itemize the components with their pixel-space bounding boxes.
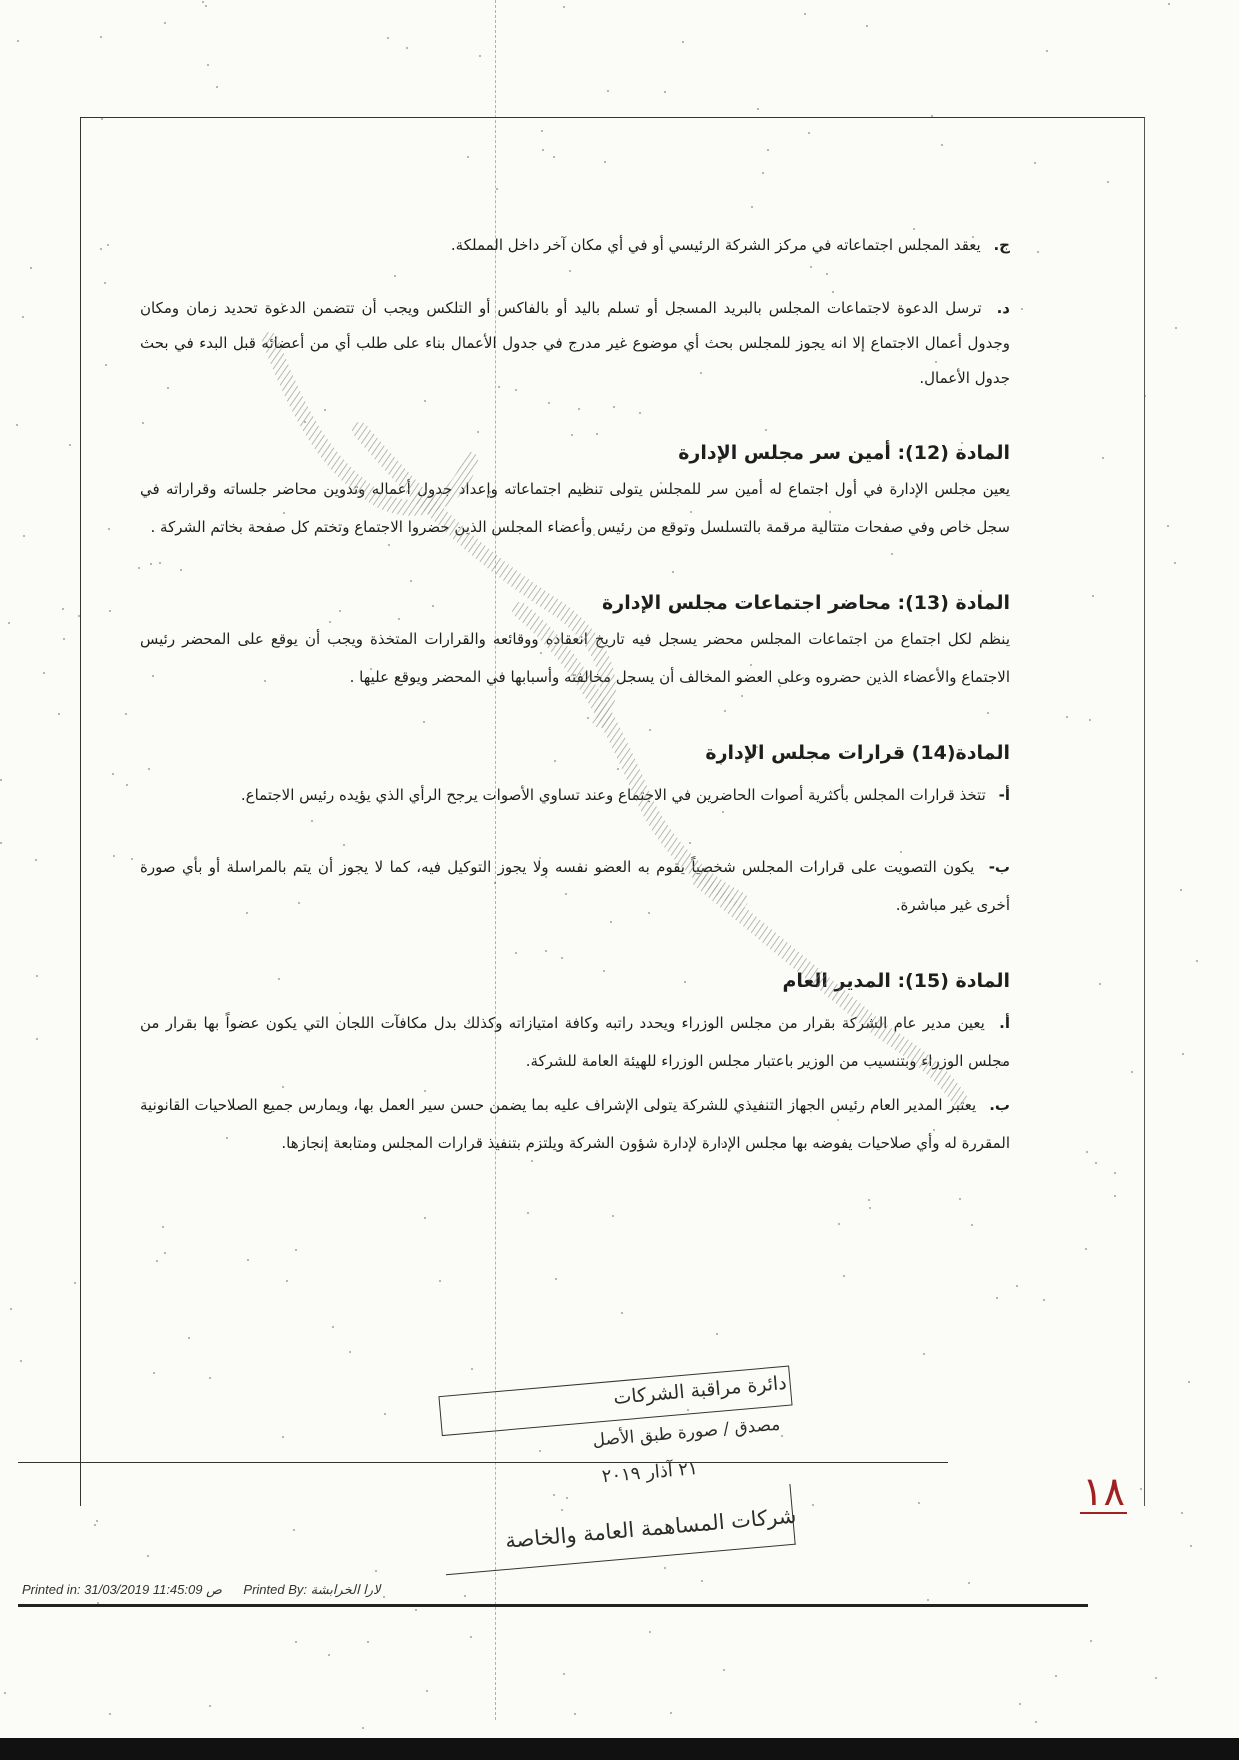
scan-speck bbox=[563, 1673, 565, 1675]
article-14-item-a bbox=[140, 776, 1010, 814]
scan-speck bbox=[295, 1641, 297, 1643]
page-number: ١٨ bbox=[1082, 1469, 1125, 1515]
scan-speck bbox=[4, 1692, 6, 1694]
article-13-heading: المادة (13): محاضر اجتماعات مجلس الإدارة bbox=[602, 592, 1010, 614]
article-13-body: ينظم لكل اجتماع من اجتماعات المجلس محضر يسجل فيه تاريخ انعقاده ووقائعه والقرارات المتخذة ويجب أن يوقع على المحضر رئيس الاجتماع والأعضاء الذين حضروه وعلى العضو المخالف أن يسجل مخالفته وأسبابها في المحضر ويوقع عليها . bbox=[140, 630, 1010, 686]
scan-speck bbox=[563, 6, 565, 8]
item-text: يعتبر المدير العام رئيس الجهاز التنفيذي للشركة يتولى الإشراف عليه بما يضمن حسن سير العمل بها، ويمارس جميع الصلاحيات القانونية المقررة له وأي صلاحيات يفوضه بها مجلس الإدارة لإدارة شؤون الشركة ويلتزم بتنفيذ قرارات المجلس ومتابعة إنجازها. bbox=[140, 1096, 1010, 1152]
certification-stamp bbox=[430, 1364, 825, 1586]
scan-speck bbox=[8, 622, 10, 624]
scan-speck bbox=[69, 444, 71, 446]
scan-speck bbox=[202, 1, 204, 3]
scan-speck bbox=[10, 1308, 12, 1310]
article-14-item-b bbox=[140, 848, 1010, 924]
stamp-date: ٢١ آذار ٢٠١٩ bbox=[600, 1457, 699, 1488]
scan-speck bbox=[74, 1282, 76, 1284]
scan-speck bbox=[0, 779, 2, 781]
article-15-item-a bbox=[140, 1004, 1010, 1080]
scan-speck bbox=[1182, 1053, 1184, 1055]
printed-by: Printed By: لارا الخرابشة bbox=[243, 1582, 381, 1597]
item-mark: ب. bbox=[989, 1096, 1010, 1114]
scan-speck bbox=[36, 1038, 38, 1040]
stamp-line-3: شركات المساهمة العامة والخاصة bbox=[504, 1503, 798, 1553]
stamp-line-2: مصدق / صورة طبق الأصل bbox=[591, 1414, 782, 1451]
scan-speck bbox=[30, 267, 32, 269]
document-body bbox=[140, 228, 1010, 1162]
article-14-heading: المادة(14) قرارات مجلس الإدارة bbox=[705, 742, 1010, 764]
scan-speck bbox=[367, 1641, 369, 1643]
scan-speck bbox=[293, 1529, 295, 1531]
scan-speck bbox=[36, 975, 38, 977]
scan-speck bbox=[649, 1631, 651, 1633]
scan-speck bbox=[927, 1599, 929, 1601]
scan-speck bbox=[464, 1595, 466, 1597]
scan-speck bbox=[100, 36, 102, 38]
scan-speck bbox=[1174, 562, 1176, 564]
scan-speck bbox=[207, 64, 209, 66]
scan-speck bbox=[58, 713, 60, 715]
scan-speck bbox=[1196, 960, 1198, 962]
item-mark: أ- bbox=[998, 786, 1010, 804]
item-text: يكون التصويت على قرارات المجلس شخصياً يقوم به العضو نفسه ولا يجوز التوكيل فيه، كما لا يجوز أن يتم بالمراسلة أو بأي صورة أخرى غير مباشرة. bbox=[140, 858, 1010, 914]
scan-speck bbox=[1019, 1703, 1021, 1705]
item-mark: ب- bbox=[988, 858, 1010, 876]
clause-j bbox=[140, 228, 1010, 263]
scan-speck bbox=[94, 1524, 96, 1526]
scan-speck bbox=[96, 1520, 98, 1522]
scan-speck bbox=[22, 316, 24, 318]
scan-speck bbox=[147, 1555, 149, 1557]
scan-speck bbox=[0, 842, 2, 844]
scan-speck bbox=[607, 90, 609, 92]
scan-speck bbox=[328, 1654, 330, 1656]
clause-mark: ج. bbox=[993, 236, 1010, 254]
scan-speck bbox=[670, 1712, 672, 1714]
scan-speck bbox=[1090, 1640, 1092, 1642]
item-text: تتخذ قرارات المجلس بأكثرية أصوات الحاضرين في الاجتماع وعند تساوي الأصوات يرجح الرأي الذي يؤيده رئيس الاجتماع. bbox=[240, 786, 986, 804]
scan-edge-bar bbox=[0, 1738, 1239, 1760]
scan-speck bbox=[426, 1690, 428, 1692]
scan-speck bbox=[387, 37, 389, 39]
scan-speck bbox=[1168, 3, 1170, 5]
scan-speck bbox=[1046, 50, 1048, 52]
scan-speck bbox=[1035, 1721, 1037, 1723]
clause-d bbox=[140, 291, 1010, 396]
scan-speck bbox=[1181, 1512, 1183, 1514]
scan-speck bbox=[866, 25, 868, 27]
article-12-heading: المادة (12): أمين سر مجلس الإدارة bbox=[678, 442, 1010, 464]
scan-speck bbox=[205, 5, 207, 7]
footer-rule bbox=[18, 1604, 1088, 1607]
article-15-item-b bbox=[140, 1086, 1010, 1162]
scan-speck bbox=[470, 1636, 472, 1638]
scan-speck bbox=[1180, 889, 1182, 891]
scan-speck bbox=[723, 1669, 725, 1671]
clause-text: يعقد المجلس اجتماعاته في مركز الشركة الرئيسي أو في أي مكان آخر داخل المملكة. bbox=[450, 236, 981, 254]
scan-speck bbox=[20, 1360, 22, 1362]
scan-speck bbox=[17, 40, 19, 42]
scan-speck bbox=[209, 1705, 211, 1707]
stamp-line-1: دائرة مراقبة الشركات bbox=[612, 1371, 788, 1409]
scan-speck bbox=[682, 41, 684, 43]
clause-mark: د. bbox=[996, 299, 1010, 317]
scan-speck bbox=[1167, 525, 1169, 527]
scan-speck bbox=[406, 47, 408, 49]
scan-speck bbox=[216, 86, 218, 88]
print-footer bbox=[22, 1582, 398, 1598]
scan-speck bbox=[664, 1567, 666, 1569]
scan-speck bbox=[479, 55, 481, 57]
item-text: يعين مدير عام الشركة بقرار من مجلس الوزراء ويحدد راتبه وكافة امتيازاته وكذلك بدل مكافآت اللجان التي يكون عضواً بها بقرار من مجلس الوزراء وبتنسيب من الوزير باعتبار مجلس الوزراء للهيئة العامة للشركة. bbox=[140, 1014, 1010, 1070]
printed-in: Printed in: 31/03/2019 11:45:09 ص bbox=[22, 1582, 222, 1597]
scan-speck bbox=[574, 1713, 576, 1715]
scan-speck bbox=[415, 1609, 417, 1611]
item-mark: أ. bbox=[999, 1014, 1010, 1032]
scan-speck bbox=[109, 1713, 111, 1715]
scan-speck bbox=[1055, 1675, 1057, 1677]
scan-speck bbox=[62, 608, 64, 610]
scan-speck bbox=[701, 1580, 703, 1582]
scan-speck bbox=[968, 1582, 970, 1584]
scan-speck bbox=[1175, 327, 1177, 329]
scan-speck bbox=[1155, 1677, 1157, 1679]
scan-speck bbox=[375, 1570, 377, 1572]
scan-speck bbox=[43, 672, 45, 674]
scan-speck bbox=[757, 108, 759, 110]
scan-speck bbox=[35, 859, 37, 861]
scan-speck bbox=[23, 535, 25, 537]
scan-speck bbox=[1188, 1381, 1190, 1383]
article-15-heading: المادة (15): المدير العام bbox=[782, 970, 1010, 992]
scan-speck bbox=[63, 638, 65, 640]
scan-speck bbox=[362, 1727, 364, 1729]
scan-speck bbox=[664, 91, 666, 93]
scan-speck bbox=[804, 13, 806, 15]
scan-speck bbox=[1190, 1545, 1192, 1547]
scan-speck bbox=[16, 424, 18, 426]
clause-text: ترسل الدعوة لاجتماعات المجلس بالبريد المسجل أو تسلم باليد أو بالفاكس أو التلكس ويجب أن تتضمن الدعوة تحديد زمان ومكان وجدول أعمال الاجتماع إلا انه يجوز للمجلس بحث أي موضوع غير مدرج في جدول الأعمال بناء على طلب أي من أعضائه قبل البدء في بحث جدول الأعمال. bbox=[140, 299, 1010, 387]
article-12-body: يعين مجلس الإدارة في أول اجتماع له أمين سر للمجلس يتولى تنظيم اجتماعاته وإعداد جدول أعماله وتدوين محاضر جلساته وقراراته في سجل خاص وفي صفحات متتالية مرقمة بالتسلسل وتوقع من رئيس وأعضاء المجلس الذين حضروا الاجتماع وتختم كل صفحة بخاتم الشركة . bbox=[140, 480, 1010, 536]
scan-speck bbox=[164, 22, 166, 24]
